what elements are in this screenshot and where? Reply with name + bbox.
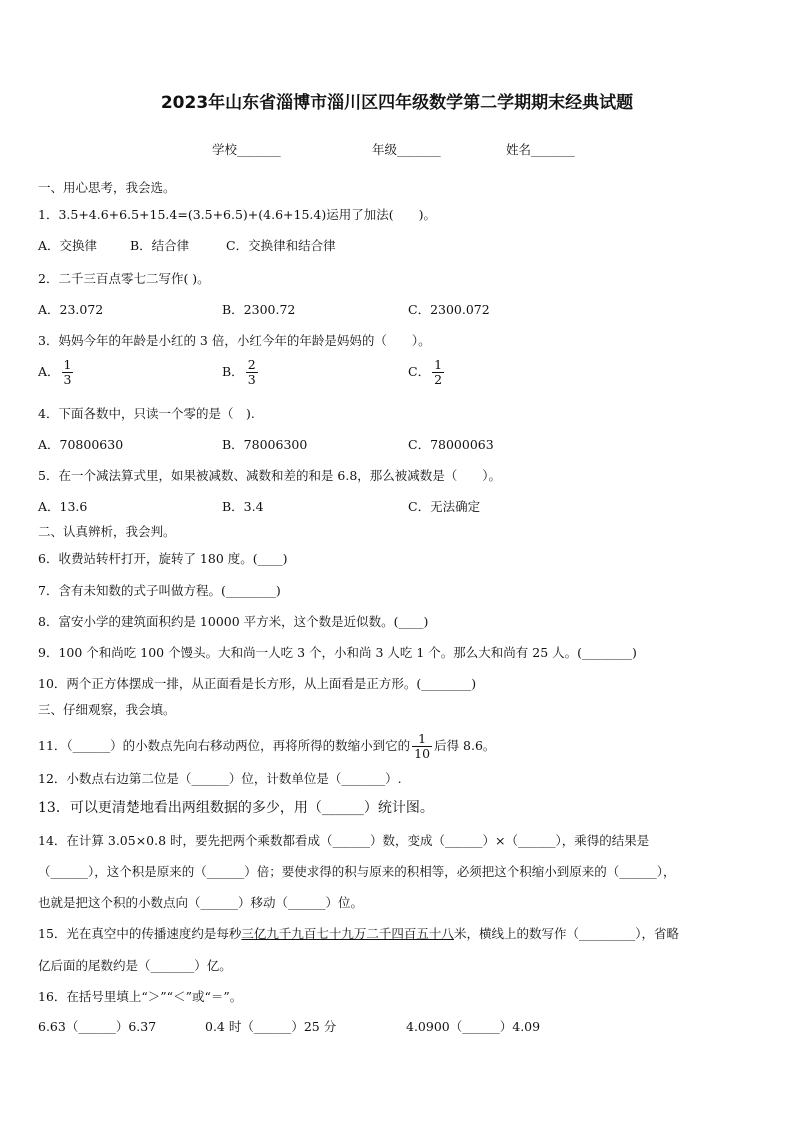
option-c — [408, 358, 446, 387]
option-a: A．70800630 — [38, 437, 124, 452]
question-1: 1．3.5+4.6+6.5+15.4=(3.5+6.5)+(4.6+15.4)运用了加法( )。 — [38, 207, 436, 222]
question-text: 11．（______）的小数点先向右移动两位，再将所得的数缩小到它的 — [38, 738, 411, 753]
fraction-denominator: 10 — [414, 746, 431, 761]
fraction-numerator: 1 — [63, 357, 72, 372]
option-a: A．交换律 — [38, 238, 98, 253]
option-c: C．78000063 — [408, 437, 494, 452]
question-8: 8．富安小学的建筑面积约是 10000 平方米，这个数是近似数。(____) — [38, 614, 429, 629]
question-15-line-2: 亿后面的尾数约是（_______）亿。 — [38, 958, 232, 973]
question-5: 5．在一个减法算式里，如果被减数、减数和差的和是 6.8，那么被减数是（ ）。 — [38, 468, 502, 483]
question-9: 9．100 个和尚吃 100 个馒头。大和尚一人吃 3 个，小和尚 3 人吃 1 个。那么大和尚有 25 人。(________) — [38, 645, 637, 660]
fraction-numerator: 2 — [247, 357, 256, 372]
page-title: 2023年山东省淄博市淄川区四年级数学第二学期期末经典试题 — [160, 93, 634, 113]
compare-item: 4.0900（______）4.09 — [406, 1019, 541, 1034]
section-heading: 一、用心思考，我会选。 — [38, 180, 176, 195]
fraction-denominator: 3 — [247, 372, 256, 387]
question-16: 16．在括号里填上“＞”“＜”或“＝”。 — [38, 989, 243, 1004]
compare-item: 6.63（______）6.37 — [38, 1019, 157, 1034]
option-b: B．2300.72 — [222, 302, 296, 317]
name-field: 姓名_______ — [506, 142, 575, 157]
question-3: 3．妈妈今年的年龄是小红的 3 倍，小红今年的年龄是妈妈的（ ）。 — [38, 333, 431, 348]
question-15-line-1 — [38, 925, 679, 943]
grade-field: 年级_______ — [372, 142, 441, 157]
question-13: 13．可以更清楚地看出两组数据的多少，用（______）统计图。 — [38, 800, 434, 816]
option-label: C． — [408, 364, 431, 379]
fraction — [246, 358, 258, 387]
question-12: 12．小数点右边第二位是（______）位，计数单位是（_______）. — [38, 771, 402, 786]
underlined-number-words: 三亿九千九百七十九万二千四百五十八 — [241, 926, 454, 941]
option-a: A．13.6 — [38, 499, 88, 514]
fraction — [62, 358, 74, 387]
question-text: 米，横线上的数写作（_________），省略 — [453, 926, 679, 941]
question-14-line-3: 也就是把这个积的小数点向（______）移动（______）位。 — [38, 895, 364, 910]
question-7: 7．含有未知数的式子叫做方程。(________) — [38, 583, 281, 598]
compare-item: 0.4 时（______）25 分 — [205, 1019, 337, 1034]
option-b: B．3.4 — [222, 499, 264, 514]
question-11 — [38, 732, 495, 761]
option-b: B．78006300 — [222, 437, 308, 452]
option-a — [38, 358, 75, 387]
fraction-denominator: 2 — [434, 372, 443, 387]
school-field: 学校_______ — [212, 142, 281, 157]
option-b: B．结合律 — [130, 238, 190, 253]
question-text: 后得 8.6。 — [434, 738, 496, 753]
question-text: 15．光在真空中的传播速度约是每秒 — [38, 926, 242, 941]
option-c: C．2300.072 — [408, 302, 490, 317]
question-6: 6．收费站转杆打开，旋转了 180 度。(____) — [38, 551, 288, 566]
question-14-line-1: 14．在计算 3.05×0.8 时，要先把两个乘数都看成（______）数，变成（______）×（______），乘得的结果是 — [38, 833, 650, 848]
question-14-line-2: （______），这个积是原来的（______）倍；要使求得的积与原来的积相等，必须把这个积缩小到原来的（______）， — [38, 864, 676, 879]
question-2: 2．二千三百点零七二写作( )。 — [38, 271, 210, 286]
fraction-numerator: 1 — [418, 731, 427, 746]
option-c: C．无法确定 — [408, 499, 481, 514]
option-c: C．交换律和结合律 — [226, 238, 336, 253]
fraction — [412, 732, 432, 761]
option-a: A．23.072 — [38, 302, 104, 317]
fraction-denominator: 3 — [63, 372, 72, 387]
option-label: A． — [38, 364, 60, 379]
section-heading: 三、仔细观察，我会填。 — [38, 702, 176, 717]
option-b — [222, 358, 260, 387]
question-4: 4．下面各数中，只读一个零的是（ ). — [38, 406, 255, 421]
option-label: B． — [222, 364, 244, 379]
question-10: 10．两个正方体摆成一排，从正面看是长方形，从上面看是正方形。(________) — [38, 676, 477, 691]
fraction-numerator: 1 — [434, 357, 443, 372]
section-heading: 二、认真辨析，我会判。 — [38, 524, 176, 539]
fraction — [432, 358, 444, 387]
